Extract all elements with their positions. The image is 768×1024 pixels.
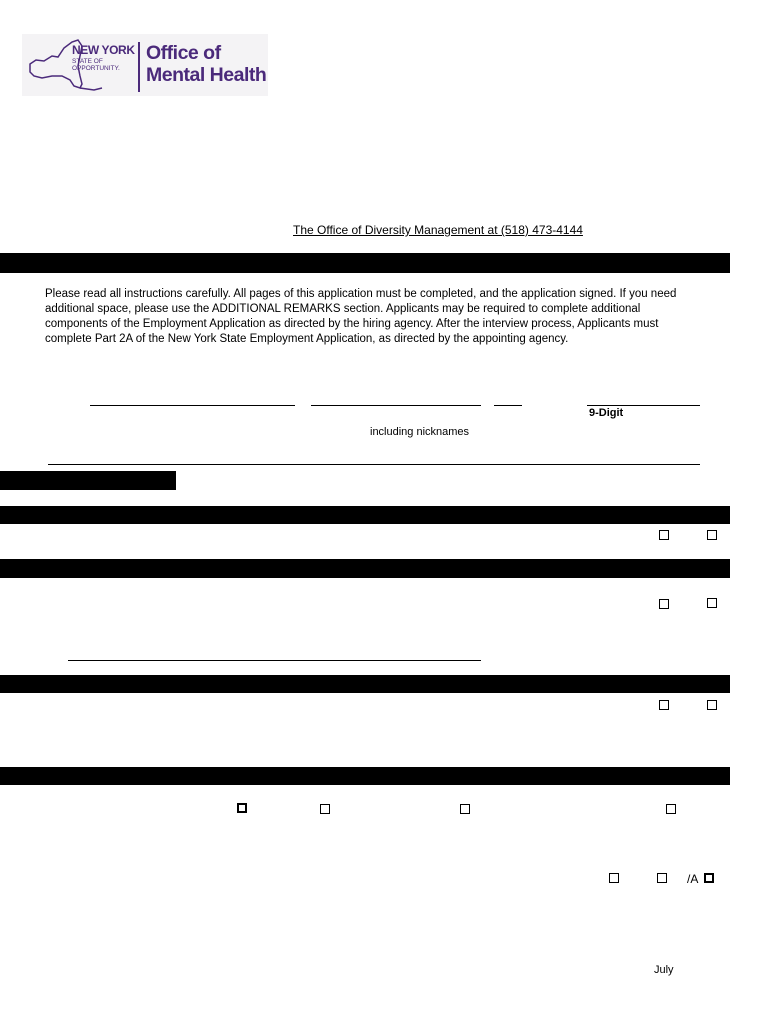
- na-label: /A: [687, 872, 699, 886]
- explanation-field[interactable]: [68, 660, 481, 661]
- state-tagline: STATE OF OPPORTUNITY.: [72, 58, 120, 72]
- agency-name-line1: Office of: [146, 42, 221, 64]
- section-tab-bar: [0, 471, 176, 490]
- yes-checkbox-3[interactable]: [659, 700, 669, 710]
- ssn-field[interactable]: [587, 405, 700, 406]
- yes-checkbox-1[interactable]: [659, 530, 669, 540]
- no-checkbox-1[interactable]: [707, 530, 717, 540]
- middle-initial-field[interactable]: [494, 405, 522, 406]
- no-checkbox-3[interactable]: [707, 700, 717, 710]
- section-bar-5: [0, 767, 730, 785]
- instructions-text: Please read all instructions carefully. All pages of this application must be completed, and the application signed. If you need additional space, please use the ADDITIONAL REMARKS section. Applicants may be required to complete additional components of the Employment Application as directed by the hiring agency. After the interview process, Applicants must complete Part 2A of the New York State Employment Application, as directed by the appointing agency.: [45, 288, 677, 345]
- na-checkbox[interactable]: [704, 873, 714, 883]
- logo-divider: [138, 42, 140, 92]
- agency-name-line2: Mental Health: [146, 64, 267, 86]
- option-checkbox-2[interactable]: [320, 804, 330, 814]
- no-checkbox-4[interactable]: [657, 873, 667, 883]
- no-checkbox-2[interactable]: [707, 598, 717, 608]
- yes-checkbox-4[interactable]: [609, 873, 619, 883]
- section-bar-2: [0, 506, 730, 524]
- section-bar-instructions: [0, 253, 730, 273]
- option-checkbox-3[interactable]: [460, 804, 470, 814]
- option-checkbox-1[interactable]: [237, 803, 247, 813]
- option-checkbox-4[interactable]: [666, 804, 676, 814]
- diversity-contact-link[interactable]: The Office of Diversity Management at (518) 473-4144: [293, 223, 583, 237]
- nickname-note: including nicknames: [370, 426, 470, 438]
- yes-checkbox-2[interactable]: [659, 599, 669, 609]
- section-bar-3: [0, 559, 730, 578]
- agency-name: [146, 42, 266, 86]
- state-name: NEW YORK: [72, 43, 135, 57]
- ssn-label: 9-Digit: [589, 407, 624, 419]
- section-bar-4: [0, 675, 730, 693]
- revision-month: July: [654, 964, 674, 976]
- first-name-field[interactable]: [311, 405, 481, 406]
- other-names-field[interactable]: [48, 464, 700, 465]
- last-name-field[interactable]: [90, 405, 295, 406]
